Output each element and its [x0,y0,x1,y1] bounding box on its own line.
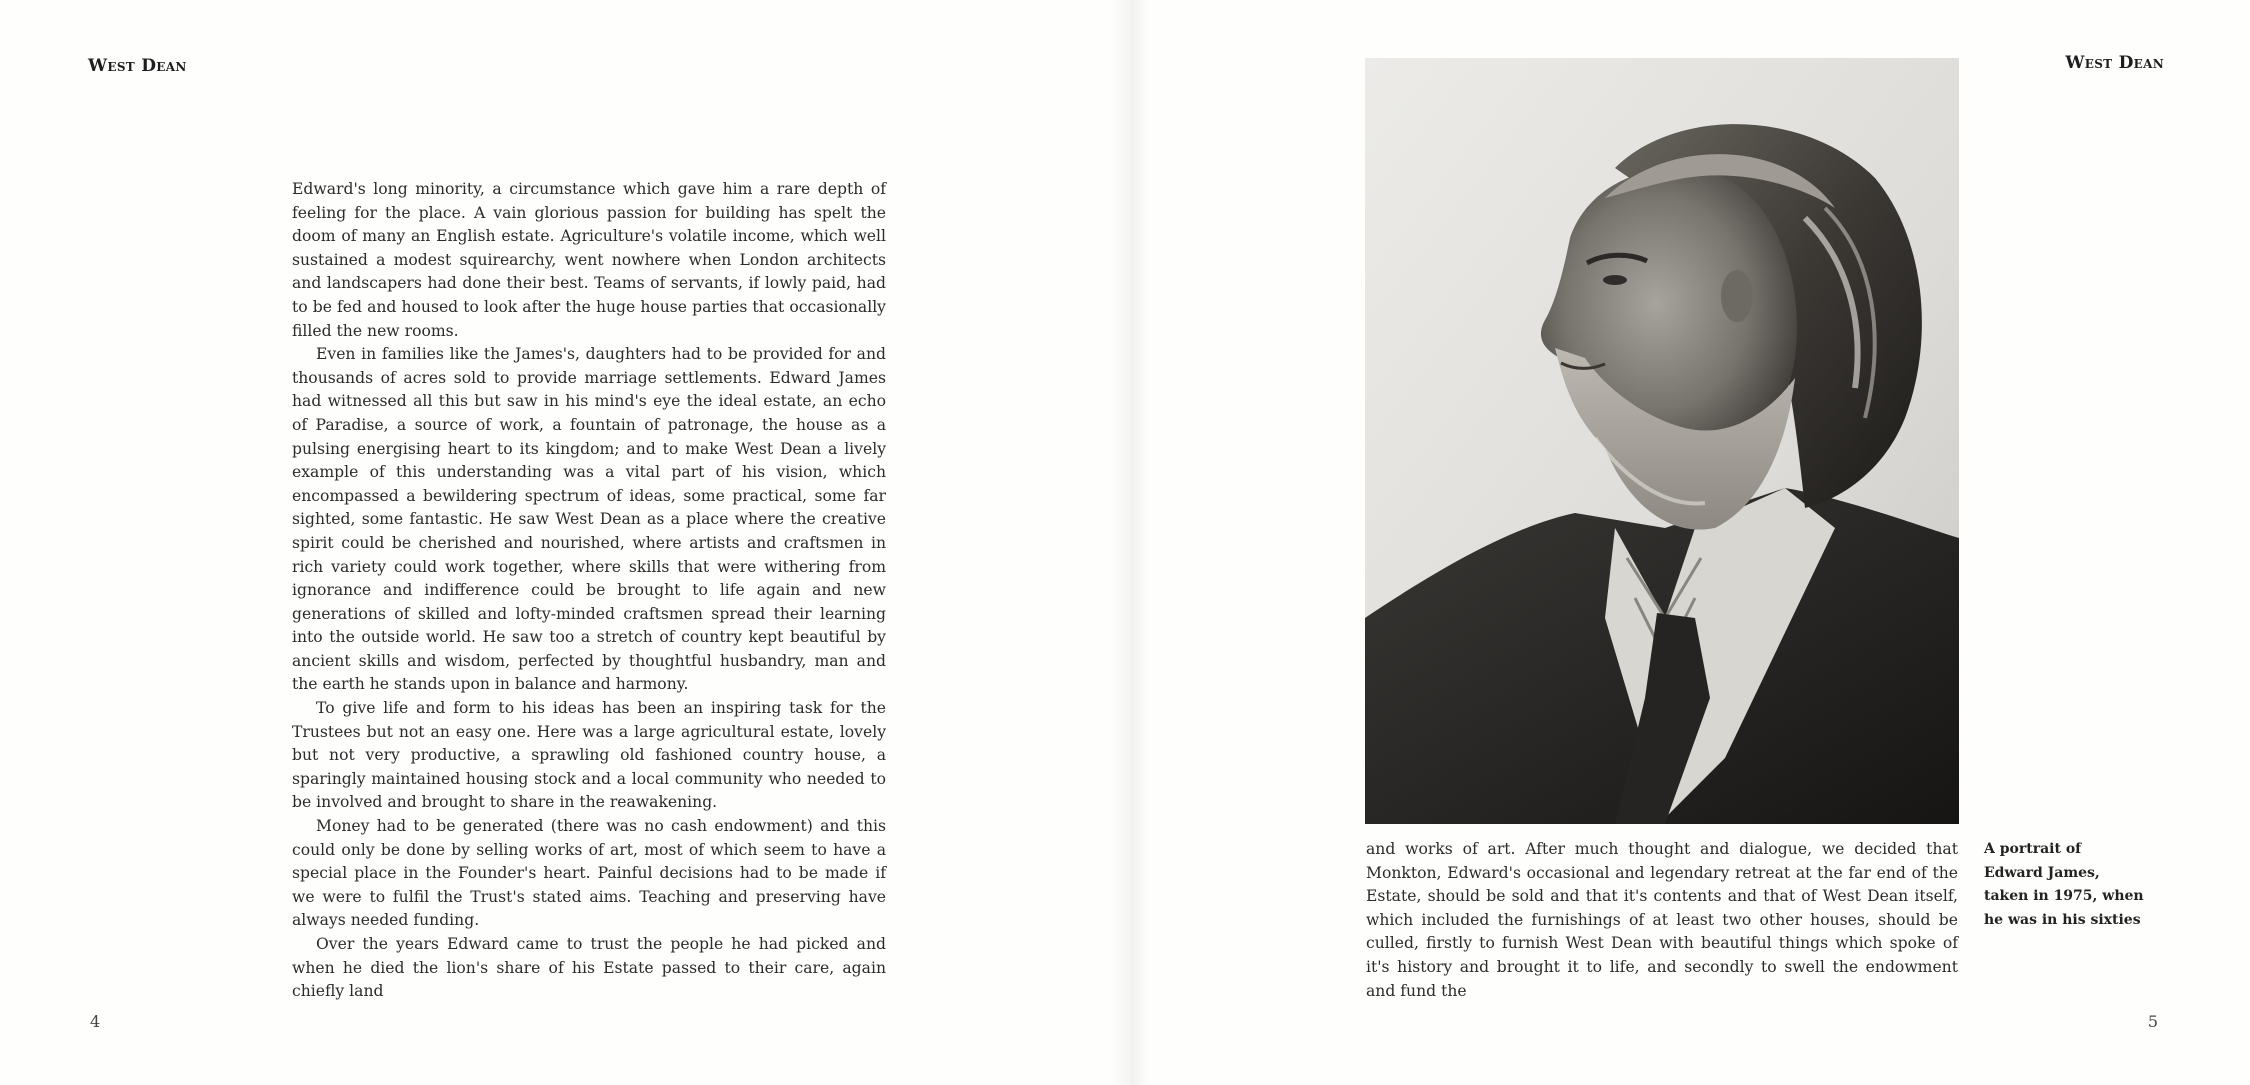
page-number-right: 5 [2147,1012,2158,1031]
paragraph-3: To give life and form to his ideas has been an inspiring task for the Trustees but not an easy one. Here was a large agricultural estate, lovely but not very productive, a sprawling old fashioned country house, a sparingly maintained housing stock and a local community who needed to be involved and brought to share in the reawakening. [292,699,886,812]
left-body-text [292,178,886,1004]
right-body-text: and works of art. After much thought and dialogue, we decided that Monkton, Edward's occasional and legendary retreat at the far end of the Estate, should be sold and that it's contents and that of West Dean itself, which included the furnishings of at least two other houses, should be culled, firstly to furnish West Dean with beautiful things which spoke of it's history and brought it to life, and secondly to swell the endowment and fund the [1366,840,1958,1000]
paragraph-4: Money had to be generated (there was no cash endowment) and this could only be done by selling works of art, most of which seem to have a special place in the Founder's heart. Painful decisions had to be made if we were to fulfil the Trust's stated aims. Teaching and preserving have always needed funding. [292,817,886,930]
running-head-right: West Dean [2065,53,2164,73]
running-head-left: West Dean [88,56,187,76]
book-gutter [1110,0,1150,1085]
paragraph-5: Over the years Edward came to trust the people he had picked and when he died the lion's share of his Estate passed to their care, again chiefly land [292,935,886,1001]
paragraph-1: Edward's long minority, a circumstance which gave him a rare depth of feeling for the place. A vain glorious passion for building has spelt the doom of many an English estate. Agriculture's volatile income, which well sustained a modest squirearchy, went nowhere when London architects and landscapers had done their best. Teams of servants, if lowly paid, had to be fed and housed to look after the huge house parties that occasionally filled the new rooms. [292,180,886,340]
paragraph-2: Even in families like the James's, daughters had to be provided for and thousands of acres sold to provide marriage settlements. Edward James had witnessed all this but saw in his mind's eye the ideal estate, an echo of Paradise, a source of work, a fountain of patronage, the house as a pulsing energising heart to its kingdom; and to make West Dean a lively example of this understanding was a vital part of his vision, which encompassed a bewildering spectrum of ideas, some practical, some far sighted, some fantastic. He saw West Dean as a place where the creative spirit could be cherished and nourished, where artists and craftsmen in rich variety could work together, where skills that were withering from ignorance and indifference could be brought to life again and new generations of skilled and lofty-minded craftsmen spread their learning into the outside world. He saw too a stretch of country kept beautiful by ancient skills and wisdom, perfected by thoughtful husbandry, man and the earth he stands upon in balance and harmony. [292,345,886,694]
photo-caption: A portrait of Edward James, taken in 1975, when he was in his sixties [1984,841,2144,928]
page-number-left: 4 [90,1012,101,1031]
portrait-illustration [1365,58,1959,824]
portrait-photo [1365,58,1959,824]
